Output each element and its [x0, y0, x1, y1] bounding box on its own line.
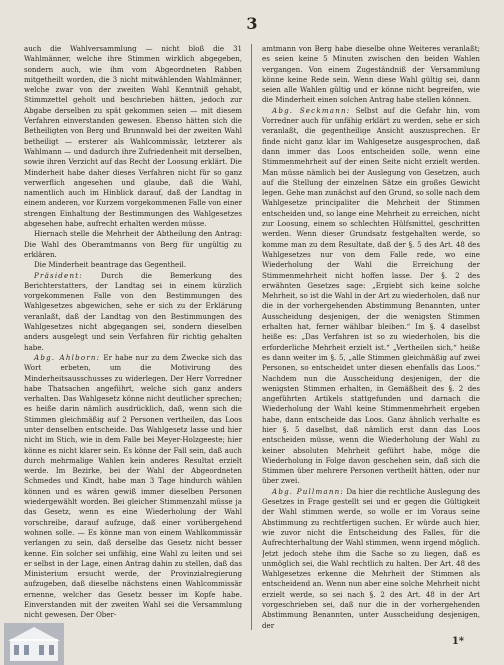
paragraph-text: Durch die Bemerkung des Berichterstatters, der Landtag sei in einem kürzlich vorgekommenen Falle von den Bestimmungen des Wahlgesetzes abgewichen, sehe er sich zu der Erklärung veranlaßt, daß der Landtag von den Bestimmungen des Wahlgesetzes nicht abgegangen sei, sondern dieselben anders ausgelegt und sein Verfahren für richtig gehalten habe. [24, 270, 242, 352]
speaker-name: Präsident: [34, 270, 83, 280]
paragraph [24, 353, 242, 621]
paragraph-text: auch die Wahlversammlung — nicht bloß die 31 Wahlmänner, welche ihre Stimmen wirklich abgegeben, sondern auch, wie ihm vom Abgeordneten Rabben mitgetheilt worden, die 3 nicht mitwählenden Wahlmänner, welche zwar von der zweiten Wahl Kenntniß gehabt, Stimmzettel geholt und beschrieben hätten, jedoch zur Abgabe derselben zu spät gekommen seien — mit diesem Verfahren einverstanden gewesen. Ebenso hätten sich die Betheiligten von Berg und Brunnwald bei der zweiten Wahl betheiligt — ersterer als Wahlcommissär, letzterer als Wahlmann — und dadurch ihre Zufriedenheit mit derselben, sowie ihren Verzicht auf das Recht der Loosung erklärt. Die Minderheit habe daher dieses Verfahren nicht für so ganz verwerflich angesehen und glaube, daß die Wahl, namentlich auch im Hinblick darauf, daß der Landtag in einem anderen, vor Kurzem vorgekommenen Falle von einer strengen Einhaltung der Bestimmungen des Wahlgesetzes abgesehen habe, aufrecht erhalten werden müsse. [24, 44, 242, 229]
paragraph [24, 260, 242, 270]
printer-signature-mark: 1* [451, 636, 464, 647]
speaker-name: Abg. Ahlborn: [34, 352, 101, 362]
paragraph-text: Die Minderheit beantrage das Gegentheil. [34, 260, 187, 270]
paragraph-text: Selbst auf die Gefahr hin, vom Vorredner auch für unfähig erklärt zu werden, sehe er sich veranlaßt, die gegentheilige Ansicht auszusprechen. Er finde nicht ganz klar im Wahlgesetze ausgesprochen, daß dann immer das Loos entscheiden solle, wenn eine Stimmenmehrheit auf der einen Seite nicht erzielt werden. Man müsse nämlich bei der Auslegung von Gesetzen, auch auf die Stellung der einzelnen Sätze ein großes Gewicht legen. Gehe man zunächst auf den Grund, so solle nach dem Wahlgesetze principaliter die Mehrheit der Stimmen entscheiden und, so lange eine Mehrheit zu erreichen, nicht zur Loosung, einem so schlechten Hülfsmittel, geschritten werden. Wenn dieser Grundsatz festgehalten werde, so komme man zu dem Resultate, daß der §. 5 des Art. 48 des Wahlgesetzes nur von dem Falle rede, wo eine Wiederholung der Wahl die Erreichung der Stimmenmehrheit nicht hoffen lasse. Der §. 2 des erwähnten Gesetzes sage: „Ergiebt sich keine solche Mehrheit, so ist die Wahl in der Art zu wiederholen, daß nur die in der vorhergehenden Abstimmung Benannten, unter Ausscheidung desjenigen, der die wenigsten Stimmen erhalten hat, ferner wählbar bleiben.“ Im §. 4 daselbst heiße es: „Das Verfahren ist so zu wiederholen, bis die erforderliche Mehrheit erzielt ist.“ „Vertheilen sich,“ heiße es dann weiter im §. 5, „alle Stimmen gleichmäßig auf zwei Personen, so entscheidet unter diesen ebenfalls das Loos.“ Nachdem nun die Ausscheidung desjenigen, der die wenigsten Stimmen erhalten, in Gemäßheit des §. 2 des angeführten Artikels stattgefunden und darnach die Wiederholung der Wahl keine Stimmenmehrheit ergeben habe, dann entscheide das Loos. Ganz ähnlich verhalte es hier §. 5 daselbst, daß nämlich erst dann das Loos entscheiden müsse, wenn die Wiederholung der Wahl zu keiner absoluten Mehrheit geführt habe, möge die Wiederholung in Folge davon geschehen sein, daß sich die Stimmen über mehrere Personen vertheilt hätten, oder nur über zwei. [262, 105, 480, 486]
paragraph [24, 271, 242, 353]
paragraph-text: Da hier die rechtliche Auslegung des Gesetzes in Frage gestellt sei und er gegen die Gültigkeit der Wahl stimmen werde, so wolle er im Voraus seine Abstimmung zu rechtfertigen suchen. Er würde auch hier, wie zuvor nicht die Entscheidung des Falles, für die Aufrechterhaltung der Wahl stimmen, wenn irgend möglich. Jetzt jedoch stehe ihm die Sache so zu liegen, daß es unmöglich sei, die Wahl rechtlich zu halten. Der Art. 48 des Wahlgesetzes erkenne die Mehrheit der Stimmen als entscheidend an. Wenn nun aber eine solche Mehrheit nicht erzielt werde, so sei nach §. 2 des Art. 48 in der Art vorgeschrieben sei, daß nur die in der vorhergehenden Abstimmung Benannten, unter Ausscheidung desjenigen, der [262, 486, 480, 630]
left-column [24, 44, 242, 630]
paragraph [24, 229, 242, 260]
paragraph-text: Er habe nur zu dem Zwecke sich das Wort erbeten, um die Motivirung des Minderheitsausschusses zu widerlegen. Der Herr Vorredner habe Thatsachen angeführt, welche sich ganz anders verhalten. Das Wahlgesetz könne nicht deutlicher sprechen; es heiße darin nämlich ausdrücklich, daß, wenn sich die Stimmen gleichmäßig auf 2 Personen vertheilen, das Loos unter denselben entscheide. Das Wahlgesetz lasse und hier nicht im Stich, wie in dem Falle bei Meyer-Holzgeeste; hier könne es nicht klarer sein. Es könne der Fall sein, daß auch durch mehrmalige Wahlen kein anderes Resultat erzielt werde. Im Bezirke, bei der Wahl der Abgeordneten Schmedes und Kindt, habe man 3 Tage hindurch wählen können und es wären gewiß immer dieselben Personen wiedergewählt worden. Bei gleicher Stimmenzahl müsse ja das Gesetz, wenn es eine Wiederholung der Wahl vorschreibe, darauf aufzuge, daß einer vorübergehend wohnen solle. — Es könne man von einem Wahlkommissär verlangen zu sein, daß derselbe das Gesetz nicht besser kenne. Ein solcher sei unfähig, eine Wahl zu leiten und sei er selbst in der Lage, einen Antrag dahin zu stellen, daß das Ministerium ersucht werde, der Provinzialregierung aufzugeben, daß dieselbe nächstens einen Wahlcommissär ernenne, welcher das Gesetz besser im Kopfe habe. Einverstanden mit der zweiten Wahl sei die Versammlung nicht gewesen. Der Ober- [24, 352, 242, 620]
paragraph [262, 106, 480, 487]
speaker-name: Abg. Pullmann: [272, 486, 344, 496]
speaker-name: Abg. Seckmann: [272, 105, 351, 115]
page-number: 3 [246, 14, 258, 33]
paragraph-text: Hiernach stelle die Mehrheit der Abtheilung den Antrag: Die Wahl des Oberamtmanns von Berg für ungültig zu erklären. [24, 229, 242, 259]
paragraph [24, 44, 242, 229]
paragraph-text: amtmann von Berg habe dieselbe ohne Weiteres veranlaßt; es seien keine 5 Minuten zwischen den beiden Wahlen vergangen. Von einem Zugeständniß der Versammlung könne keine Rede sein. Wenn diese Wahl gültig sei, dann seien alle Wahlen gültig und er könne nicht begreifen, wie die Minderheit einen solchen Antrag habe stellen können. [262, 44, 480, 105]
column-divider [251, 44, 252, 630]
library-stamp-icon [4, 623, 64, 665]
right-column [262, 44, 480, 630]
paragraph [262, 487, 480, 630]
paragraph [262, 44, 480, 106]
